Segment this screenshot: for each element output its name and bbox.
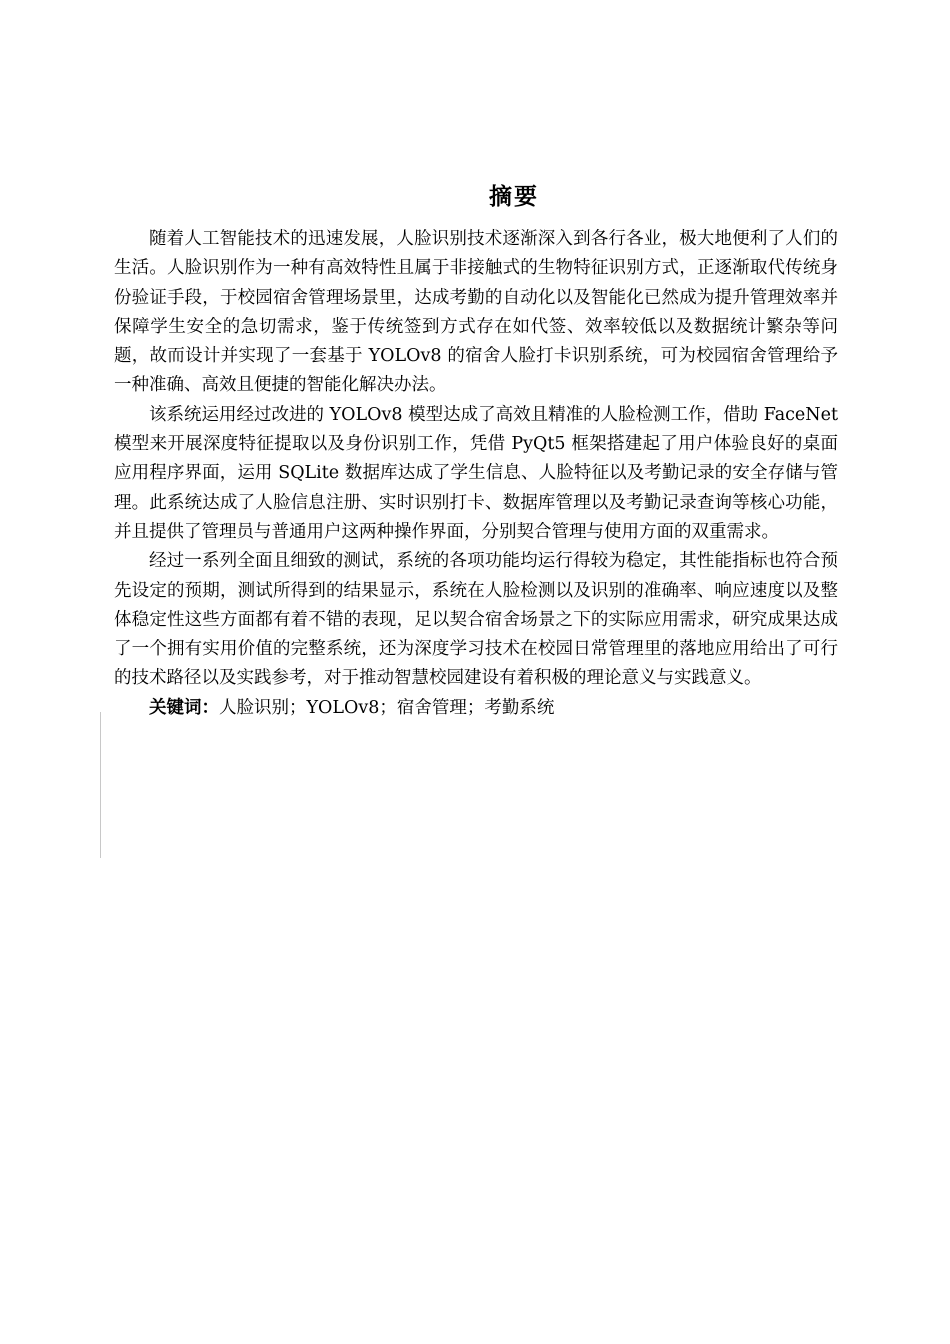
abstract-paragraph-1: 随着人工智能技术的迅速发展，人脸识别技术逐渐深入到各行各业，极大地便利了人们的生活。人脸识别作为一种有高效特性且属于非接触式的生物特征识别方式，正逐渐取代传统身份验证手段，于校园宿舍管理场景里，达成考勤的自动化以及智能化已然成为提升管理效率并保障学生安全的急切需求，鉴于传统签到方式存在如代签、效率较低以及数据统计繁杂等问题，故而设计并实现了一套基于 YOLOv8 的宿舍人脸打卡识别系统，可为校园宿舍管理给予一种准确、高效且便捷的智能化解决办法。 — [114, 229, 838, 396]
abstract-body — [114, 225, 838, 723]
keywords-line — [114, 694, 838, 723]
abstract-title: 摘要 — [489, 184, 539, 211]
abstract-paragraph-2: 该系统运用经过改进的 YOLOv8 模型达成了高效且精准的人脸检测工作，借助 FaceNet 模型来开展深度特征提取以及身份识别工作，凭借 PyQt5 框架搭建起了用户体验良好的桌面应用程序界面，运用 SQLite 数据库达成了学生信息、人脸特征以及考勤记录的安全存储与管理。此系统达成了人脸信息注册、实时识别打卡、数据库管理以及考勤记录查询等核心功能，并且提供了管理员与普通用户这两种操作界面，分别契合管理与使用方面的双重需求。 — [114, 404, 838, 542]
keywords-text: 人脸识别；YOLOv8；宿舍管理；考勤系统 — [219, 697, 555, 718]
keywords-label: 关键词： — [149, 697, 219, 718]
margin-mark — [100, 712, 101, 858]
abstract-paragraph-3: 经过一系列全面且细致的测试，系统的各项功能均运行得较为稳定，其性能指标也符合预先设定的预期，测试所得到的结果显示，系统在人脸检测以及识别的准确率、响应速度以及整体稳定性这些方面都有着不错的表现，足以契合宿舍场景之下的实际应用需求，研究成果达成了一个拥有实用价值的完整系统，还为深度学习技术在校园日常管理里的落地应用给出了可行的技术路径以及实践参考，对于推动智慧校园建设有着积极的理论意义与实践意义。 — [114, 551, 838, 689]
